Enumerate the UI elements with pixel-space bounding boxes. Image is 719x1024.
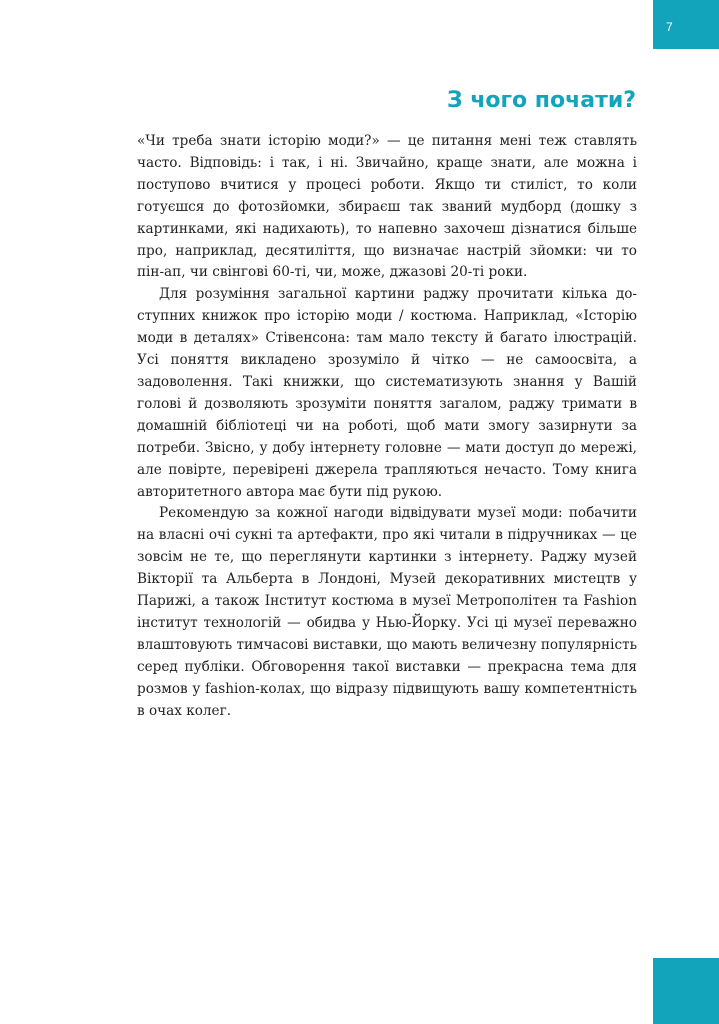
paragraph: Для розуміння загальної картини раджу прочитати кілька доступних книжок про історію моди / костюма. Наприклад, «Історію моди в деталях» Стівенсона: там мало тексту й багато ілюстрацій. Усі поняття викладено зрозуміло й чітко — не самоосвіта, а задоволення. Такі книжки, що систематизують знання у Вашій голові й дозволяють зрозуміти поняття загалом, раджу тримати в домашній бібліотеці чи на роботі, щоб мати змогу зазирнути за потреби. Звісно, у добу інтернету головне — мати доступ до мережі, але повірте, перевірені джерела трапляються нечасто. Тому книга авторитетного автора має бути під рукою. bbox=[137, 286, 637, 500]
paragraph: Рекомендую за кожної нагоди відвідувати музеї моди: побачити на власні очі сукні та артефакти, про які читали в підручниках — це зовсім не те, що переглянути картинки з інтернету. Раджу музей Вікторії та Альберта в Лондоні, Музей декоративних мистецтв у Парижі, а також Інститут костюма в музеї Метрополітен та Fashion інститут технологій — обидва у Нью-Йорку. Усі ці музеї переважно влаштовують тимчасові виставки, що мають величезну популярність серед публіки. Обговорення такої виставки — прекрасна тема для розмов у fashion-колах, що відразу підвищують вашу компетентність в очах колег. bbox=[137, 505, 637, 719]
paragraph: «Чи треба знати історію моди?» — це питання мені теж ставлять часто. Відповідь: і так, і ні. Звичайно, краще знати, але можна і поступово вчитися у процесі роботи. Якщо ти стиліст, то коли готуєшся до фотозйомки, збираєш так званий мудборд (дошку з картинками, які надихають), то напевно захочеш дізнатися більше про, наприклад, десятиліття, що визначає настрій зйомки: чи то пін-ап, чи свінгові 60-ті, чи, може, джазові 20-ті роки. bbox=[137, 133, 637, 281]
page-number: 7 bbox=[666, 20, 673, 34]
bottom-corner-tab bbox=[653, 958, 719, 1024]
body-text bbox=[137, 131, 637, 722]
page-number-tab bbox=[653, 0, 719, 49]
section-heading: З чого почати? bbox=[447, 88, 636, 113]
